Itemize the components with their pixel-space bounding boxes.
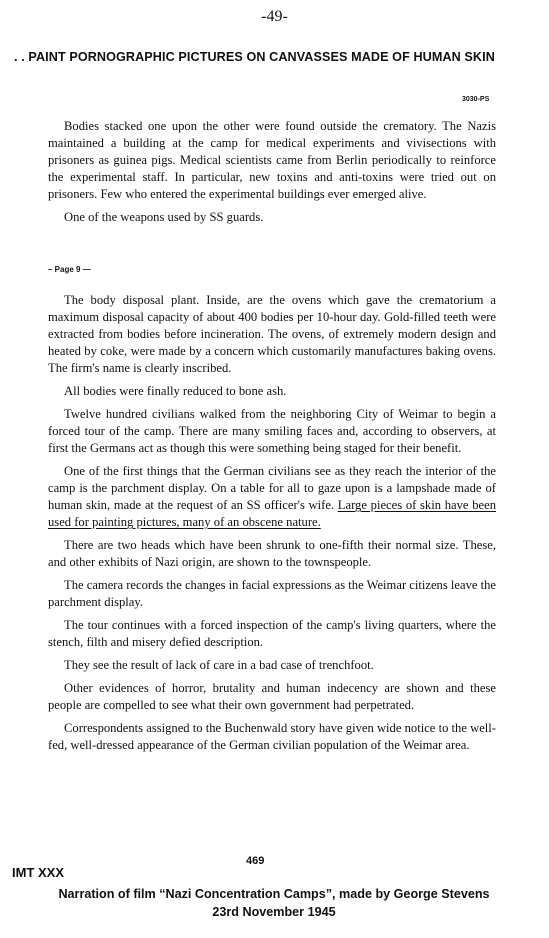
paragraph: The body disposal plant. Inside, are the ovens which gave the crematorium a maximum disposal capacity of about 400 bodies per 10-hour day. Gold-filled teeth were extracted from bodies before incineration. The ovens, of extremely modern design and heated by coke, were made by a concern which customarily manufactures baking ovens. The firm's name is clearly inscribed.: [48, 293, 496, 375]
paragraph: They see the result of lack of care in a bad case of trenchfoot.: [64, 658, 374, 672]
paragraph-text: One of the first things that the German civilians see as they reach the interior of the camp is the parchment display. On a table for all to gaze upon is a lampshade made of human skin, made at the request of an SS officer's wife.: [48, 464, 496, 512]
paragraph: The tour continues with a forced inspection of the camp's living quarters, where the stench, filth and misery defied description.: [48, 618, 496, 649]
footer-source: IMT XXX: [12, 865, 65, 880]
paragraph: One of the weapons used by SS guards.: [64, 210, 264, 224]
footer-page-number: 469: [246, 855, 265, 867]
section-1: [48, 118, 496, 232]
paragraph: All bodies were finally reduced to bone ash.: [64, 384, 287, 398]
page-number: -49-: [261, 8, 288, 25]
section-2: [48, 292, 496, 760]
paragraph: Twelve hundred civilians walked from the neighboring City of Weimar to begin a forced tour of the camp. There are many smiling faces and, according to observers, at first the Germans act as though this were something being staged for their benefit.: [48, 407, 496, 455]
paragraph: There are two heads which have been shrunk to one-fifth their normal size. These, and other exhibits of Nazi origin, are shown to the townspeople.: [48, 538, 496, 569]
paragraph: Correspondents assigned to the Buchenwald story have given wide notice to the well-fed, well-dressed appearance of the German civilian population of the Weimar area.: [48, 721, 496, 752]
paragraph: Bodies stacked one upon the other were found outside the crematory. The Nazis maintained a building at the camp for medical experiments and vivisections with prisoners as guinea pigs. Medical scientists came from Berlin periodically to reinforce the experimental staff. In particular, new toxins and anti-toxins were tried out on prisoners. Few who entered the experimental buildings ever emerged alive.: [48, 119, 496, 201]
page-headline: . . PAINT PORNOGRAPHIC PICTURES ON CANVASSES MADE OF HUMAN SKIN: [14, 50, 495, 64]
page-marker: – Page 9 —: [48, 265, 91, 274]
caption-line: Narration of film “Nazi Concentration Camps”, made by George Stevens: [58, 887, 490, 901]
paragraph: The camera records the changes in facial expressions as the Weimar citizens leave the parchment display.: [48, 578, 496, 609]
paragraph: Other evidences of horror, brutality and human indecency are shown and these people are compelled to see what their own government had perpetrated.: [48, 681, 496, 712]
footer-caption: [14, 885, 534, 921]
paragraph-lampshade: [48, 463, 496, 531]
document-code: 3030-PS: [462, 96, 490, 103]
underlined-passage: Large pieces of skin have been used for painting pictures, many of an obscene nature.: [48, 498, 496, 529]
caption-date: 23rd November 1945: [212, 905, 336, 919]
